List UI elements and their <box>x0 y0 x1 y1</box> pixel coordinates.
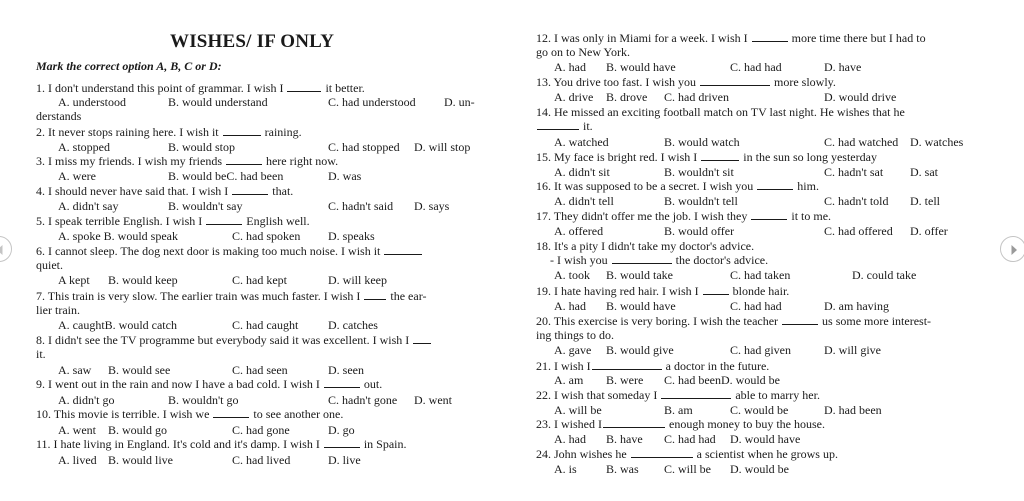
question-text: 10. This movie is terrible. I wish we <box>36 407 210 421</box>
question-text: in the sun so long yesterday <box>743 150 877 164</box>
option-b[interactable]: B. would understand <box>168 95 268 109</box>
option-c[interactable]: C. had seen <box>232 363 288 377</box>
question-text: 9. I went out in the rain and now I have a bad cold. I wish I <box>36 377 320 391</box>
question-text: 16. It was supposed to be a secret. I wish you <box>536 179 754 193</box>
question-continuation: quiet. <box>36 258 63 272</box>
question-text: it better. <box>325 81 365 95</box>
answer-blank <box>757 179 793 190</box>
answer-blank <box>752 31 788 42</box>
option-c[interactable]: C. had understood <box>328 95 416 109</box>
option-b[interactable]: B. wouldn't go <box>168 393 239 407</box>
option-d[interactable]: D. will stop <box>414 140 471 154</box>
question-text: English well. <box>246 214 310 228</box>
question-1 <box>36 81 365 95</box>
option-b[interactable]: B. was <box>606 462 639 476</box>
answer-blank <box>751 209 787 220</box>
option-c[interactable]: C. had stopped <box>328 140 400 154</box>
question-text: that. <box>272 184 294 198</box>
question-text: 1. I don't understand this point of grammar. I wish I <box>36 81 284 95</box>
question-10 <box>36 407 343 421</box>
question-20 <box>536 314 931 328</box>
option-a[interactable]: A. watched <box>554 135 609 149</box>
answer-blank <box>631 447 693 458</box>
question-14 <box>536 105 905 119</box>
question-text: 20. This exercise is very boring. I wish the teacher <box>536 314 779 328</box>
answer-blank <box>364 289 386 300</box>
question-7 <box>36 289 426 303</box>
option-a[interactable]: A. didn't say <box>58 199 119 213</box>
option-d[interactable]: D. had been <box>824 403 882 417</box>
question-continuation: go on to New York. <box>536 45 631 59</box>
option-bc[interactable]: B. would beC. had been <box>168 169 284 183</box>
question-12 <box>536 31 926 45</box>
option-d[interactable]: D. offer <box>910 224 948 238</box>
question-text: more time there but I had to <box>791 31 926 45</box>
question-text: here right now. <box>265 154 339 168</box>
question-text: it to me. <box>791 209 832 223</box>
question-15 <box>536 150 877 164</box>
question-text: 22. I wish that someday I <box>536 388 658 402</box>
option-ab[interactable]: A. spoke B. would speak <box>58 229 178 243</box>
answer-blank <box>661 388 731 399</box>
option-b[interactable]: B. would offer <box>664 224 735 238</box>
option-d[interactable]: D. have <box>824 60 862 74</box>
question-text: more slowly. <box>774 75 836 89</box>
option-b[interactable]: B. would give <box>606 343 674 357</box>
question-text: a doctor in the future. <box>665 359 770 373</box>
option-c[interactable]: C. hadn't gone <box>328 393 398 407</box>
option-d[interactable]: D. could take <box>852 268 917 282</box>
option-d[interactable]: D. would have <box>730 432 801 446</box>
option-a[interactable]: A. took <box>554 268 590 282</box>
worksheet-title: WISHES/ IF ONLY <box>170 31 335 52</box>
question-text: 15. My face is bright red. I wish I <box>536 150 698 164</box>
option-c[interactable]: C. had had <box>730 60 782 74</box>
question-22 <box>536 388 820 402</box>
question-text: 5. I speak terrible English. I wish I <box>36 214 203 228</box>
question-text: him. <box>797 179 819 193</box>
option-a[interactable]: A. didn't sit <box>554 165 610 179</box>
option-b[interactable]: B. would have <box>606 60 676 74</box>
previous-page-button[interactable] <box>0 236 12 262</box>
option-a[interactable]: A. is <box>554 462 577 476</box>
question-text: 24. John wishes he <box>536 447 627 461</box>
question-3 <box>36 154 338 168</box>
option-a[interactable]: A. gave <box>554 343 592 357</box>
option-c[interactable]: C. had driven <box>664 90 729 104</box>
question-text: raining. <box>264 125 302 139</box>
answer-blank <box>703 284 729 295</box>
question-continuation: ing things to do. <box>536 328 615 342</box>
answer-blank <box>603 417 665 428</box>
question-text: a scientist when he grows up. <box>696 447 838 461</box>
option-d[interactable]: D. tell <box>910 194 940 208</box>
answer-blank <box>223 125 261 136</box>
question-text: 4. I should never have said that. I wish I <box>36 184 229 198</box>
question-text: 23. I wished I <box>536 417 602 431</box>
option-c[interactable]: C. had had <box>664 432 716 446</box>
answer-blank <box>782 314 818 325</box>
option-c[interactable]: C. had given <box>730 343 791 357</box>
option-c[interactable]: C. had offered <box>824 224 893 238</box>
question-17 <box>536 209 831 223</box>
option-a[interactable]: A kept <box>58 273 90 287</box>
option-d[interactable]: D. speaks <box>328 229 375 243</box>
option-c[interactable]: C. hadn't told <box>824 194 889 208</box>
question-text: 7. This train is very slow. The earlier train was much faster. I wish I <box>36 289 361 303</box>
option-a[interactable]: A. stopped <box>58 140 110 154</box>
option-d[interactable]: D. would drive <box>824 90 897 104</box>
question-18: 18. It's a pity I didn't take my doctor's advice. <box>536 239 755 253</box>
option-d[interactable]: D. un- <box>444 95 475 109</box>
option-a[interactable]: A. am <box>554 373 584 387</box>
question-text: 2. It never stops raining here. I wish it <box>36 125 219 139</box>
option-b[interactable]: B. would keep <box>108 273 178 287</box>
answer-blank <box>612 253 672 264</box>
answer-blank <box>413 333 431 344</box>
option-b[interactable]: B. wouldn't sit <box>664 165 734 179</box>
answer-blank <box>324 377 360 388</box>
option-a[interactable]: A. lived <box>58 453 97 467</box>
question-6 <box>36 244 423 258</box>
option-b[interactable]: B. would see <box>108 363 171 377</box>
question-text: the doctor's advice. <box>675 253 769 267</box>
answer-blank <box>287 81 321 92</box>
option-c[interactable]: C. hadn't said <box>328 199 394 213</box>
option-d[interactable]: D. will keep <box>328 273 387 287</box>
option-c[interactable]: C. had spoken <box>232 229 301 243</box>
option-a[interactable]: A. didn't go <box>58 393 115 407</box>
question-text: us some more interest- <box>822 314 932 328</box>
option-c[interactable]: C. had lived <box>232 453 291 467</box>
option-a[interactable]: A. went <box>58 423 96 437</box>
answer-blank <box>537 119 579 130</box>
question-text: 13. You drive too fast. I wish you <box>536 75 697 89</box>
question-text: 8. I didn't see the TV programme but everybody said it was excellent. I wish I <box>36 333 410 347</box>
question-text: enough money to buy the house. <box>669 417 825 431</box>
question-2 <box>36 125 302 139</box>
question-text: it. <box>583 119 593 133</box>
question-19 <box>536 284 789 298</box>
option-a[interactable]: A. were <box>58 169 96 183</box>
question-text: 21. I wish I <box>536 359 591 373</box>
option-d[interactable]: D. went <box>414 393 452 407</box>
option-b[interactable]: B. were <box>606 373 644 387</box>
option-d[interactable]: D. go <box>328 423 355 437</box>
option-b[interactable]: B. drove <box>606 90 648 104</box>
option-d[interactable]: D. says <box>414 199 450 213</box>
answer-blank <box>324 437 360 448</box>
option-d[interactable]: D. watches <box>910 135 964 149</box>
question-continuation <box>536 119 593 133</box>
option-b[interactable]: B. would have <box>606 299 676 313</box>
question-8 <box>36 333 432 347</box>
option-d[interactable]: D. seen <box>328 363 364 377</box>
option-a[interactable]: A. will be <box>554 403 602 417</box>
option-a[interactable]: A. had <box>554 60 586 74</box>
question-text: the ear- <box>390 289 427 303</box>
option-a[interactable]: A. had <box>554 432 586 446</box>
option-d[interactable]: D. am having <box>824 299 889 313</box>
question-text: 19. I hate having red hair. I wish I <box>536 284 699 298</box>
option-b[interactable]: B. would take <box>606 268 673 282</box>
option-b[interactable]: B. would watch <box>664 135 740 149</box>
answer-blank <box>592 359 662 370</box>
option-cd[interactable]: C. had beenD. would be <box>664 373 780 387</box>
option-c[interactable]: C. will be <box>664 462 711 476</box>
question-9 <box>36 377 382 391</box>
question-text: 17. They didn't offer me the job. I wish they <box>536 209 748 223</box>
option-a[interactable]: A. drive <box>554 90 594 104</box>
question-16 <box>536 179 819 193</box>
option-c[interactable]: C. had watched <box>824 135 899 149</box>
question-continuation: lier train. <box>36 303 80 317</box>
option-b[interactable]: B. am <box>664 403 693 417</box>
option-b[interactable]: B. would stop <box>168 140 236 154</box>
option-a[interactable]: A. saw <box>58 363 92 377</box>
question-11 <box>36 437 407 451</box>
option-a[interactable]: A. had <box>554 299 586 313</box>
question-4 <box>36 184 293 198</box>
option-d[interactable]: D. sat <box>910 165 938 179</box>
question-text: 3. I miss my friends. I wish my friends <box>36 154 222 168</box>
option-b[interactable]: B. would live <box>108 453 173 467</box>
question-text: blonde hair. <box>732 284 790 298</box>
question-18-reply <box>550 253 768 267</box>
question-13 <box>536 75 836 89</box>
question-text: 12. I was only in Miami for a week. I wish I <box>536 31 748 45</box>
question-text: to see another one. <box>253 407 344 421</box>
option-a[interactable]: A. didn't tell <box>554 194 614 208</box>
question-text: out. <box>363 377 383 391</box>
answer-blank <box>384 244 422 255</box>
answer-blank <box>213 407 249 418</box>
option-d[interactable]: D. was <box>328 169 362 183</box>
question-continuation: it. <box>36 347 46 361</box>
question-text: 6. I cannot sleep. The dog next door is making too much noise. I wish it <box>36 244 381 258</box>
option-c[interactable]: C. hadn't sat <box>824 165 884 179</box>
option-d[interactable]: D. will give <box>824 343 881 357</box>
answer-blank <box>206 214 242 225</box>
answer-blank <box>232 184 268 195</box>
option-c[interactable]: C. had had <box>730 299 782 313</box>
question-continuation: derstands <box>36 109 82 123</box>
question-text: - I wish you <box>550 253 608 267</box>
option-c[interactable]: C. had caught <box>232 318 299 332</box>
question-21 <box>536 359 769 373</box>
option-d[interactable]: D. live <box>328 453 361 467</box>
option-b[interactable]: B. would go <box>108 423 168 437</box>
option-a[interactable]: A. offered <box>554 224 604 238</box>
question-text: 11. I hate living in England. It's cold and it's damp. I wish I <box>36 437 320 451</box>
option-ab[interactable]: A. caughtB. would catch <box>58 318 177 332</box>
option-b[interactable]: B. wouldn't say <box>168 199 243 213</box>
option-c[interactable]: C. had taken <box>730 268 791 282</box>
option-b[interactable]: B. have <box>606 432 643 446</box>
question-text: 14. He missed an exciting football match on TV last night. He wishes that he <box>536 105 905 119</box>
question-24 <box>536 447 838 461</box>
instruction: Mark the correct option A, B, C or D: <box>36 59 222 73</box>
next-page-button[interactable] <box>1000 236 1024 262</box>
question-text: able to marry her. <box>735 388 820 402</box>
option-c[interactable]: C. had gone <box>232 423 290 437</box>
option-d[interactable]: D. would be <box>730 462 789 476</box>
question-23 <box>536 417 825 431</box>
chevron-right-icon <box>1001 237 1024 263</box>
option-a[interactable]: A. understood <box>58 95 126 109</box>
option-d[interactable]: D. catches <box>328 318 378 332</box>
option-c[interactable]: C. had kept <box>232 273 287 287</box>
option-b[interactable]: B. wouldn't tell <box>664 194 738 208</box>
answer-blank <box>226 154 262 165</box>
question-text: in Spain. <box>363 437 407 451</box>
question-5 <box>36 214 310 228</box>
answer-blank <box>701 150 739 161</box>
answer-blank <box>700 75 770 86</box>
option-c[interactable]: C. would be <box>730 403 789 417</box>
chevron-left-icon <box>0 237 13 263</box>
